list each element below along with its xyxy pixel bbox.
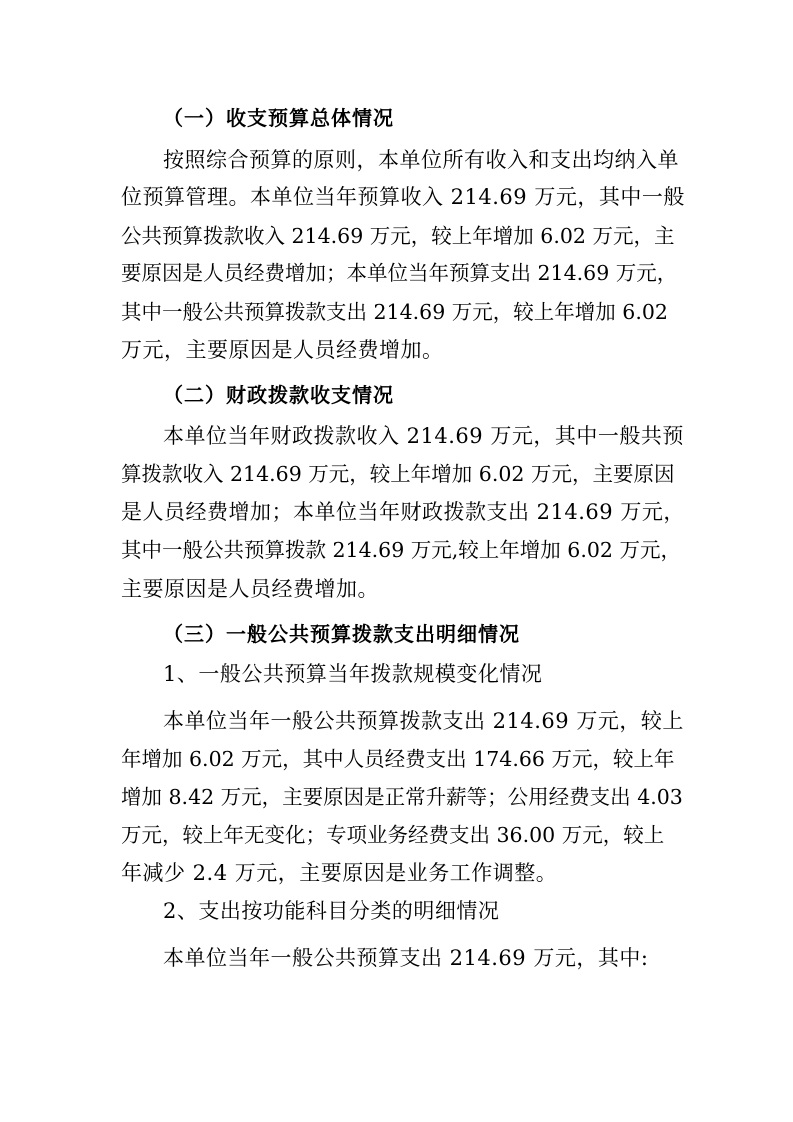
subheading-line: 2、支出按功能科目分类的明细情况	[163, 899, 500, 923]
paragraph-line: 本单位当年财政拨款收入 214.69 万元，其中一般共预	[163, 424, 684, 448]
paragraph-line: 其中一般公共预算拨款支出 214.69 万元，较上年增加 6.02	[121, 300, 668, 324]
paragraph-line: 按照综合预算的原则，本单位所有收入和支出均纳入单	[163, 148, 679, 172]
paragraph-line: 其中一般公共预算拨款 214.69 万元,较上年增加 6.02 万元，	[121, 538, 681, 562]
paragraph-line: 是人员经费增加；本单位当年财政拨款支出 214.69 万元，	[121, 500, 685, 524]
paragraph-line: 算拨款收入 214.69 万元，较上年增加 6.02 万元，主要原因	[121, 462, 675, 486]
paragraph-line: 增加 8.42 万元，主要原因是正常升薪等；公用经费支出 4.03	[121, 785, 683, 809]
paragraph-line: 位预算管理。本单位当年预算收入 214.69 万元，其中一般	[121, 185, 685, 209]
paragraph-line: 本单位当年一般公共预算拨款支出 214.69 万元，较上	[163, 709, 684, 733]
section-heading-1: （一）收支预算总体情况	[163, 106, 394, 130]
paragraph-line: 万元，较上年无变化；专项业务经费支出 36.00 万元，较上	[121, 823, 665, 847]
paragraph-line: 要原因是人员经费增加；本单位当年预算支出 214.69 万元，	[121, 261, 678, 285]
paragraph-line: 公共预算拨款收入 214.69 万元，较上年增加 6.02 万元，主	[121, 224, 675, 248]
paragraph-line: 万元，主要原因是人员经费增加。	[121, 338, 444, 362]
section-heading-2: （二）财政拨款收支情况	[163, 383, 394, 407]
paragraph-line: 年增加 6.02 万元，其中人员经费支出 174.66 万元，较上年	[121, 747, 675, 771]
paragraph-line: 年减少 2.4 万元，主要原因是业务工作调整。	[121, 861, 558, 885]
subheading-line: 1、一般公共预算当年拨款规模变化情况	[163, 662, 543, 686]
section-heading-3: （三）一般公共预算拨款支出明细情况	[163, 622, 520, 646]
paragraph-line: 主要原因是人员经费增加。	[121, 577, 379, 601]
paragraph-line: 本单位当年一般公共预算支出 214.69 万元，其中:	[163, 946, 649, 970]
